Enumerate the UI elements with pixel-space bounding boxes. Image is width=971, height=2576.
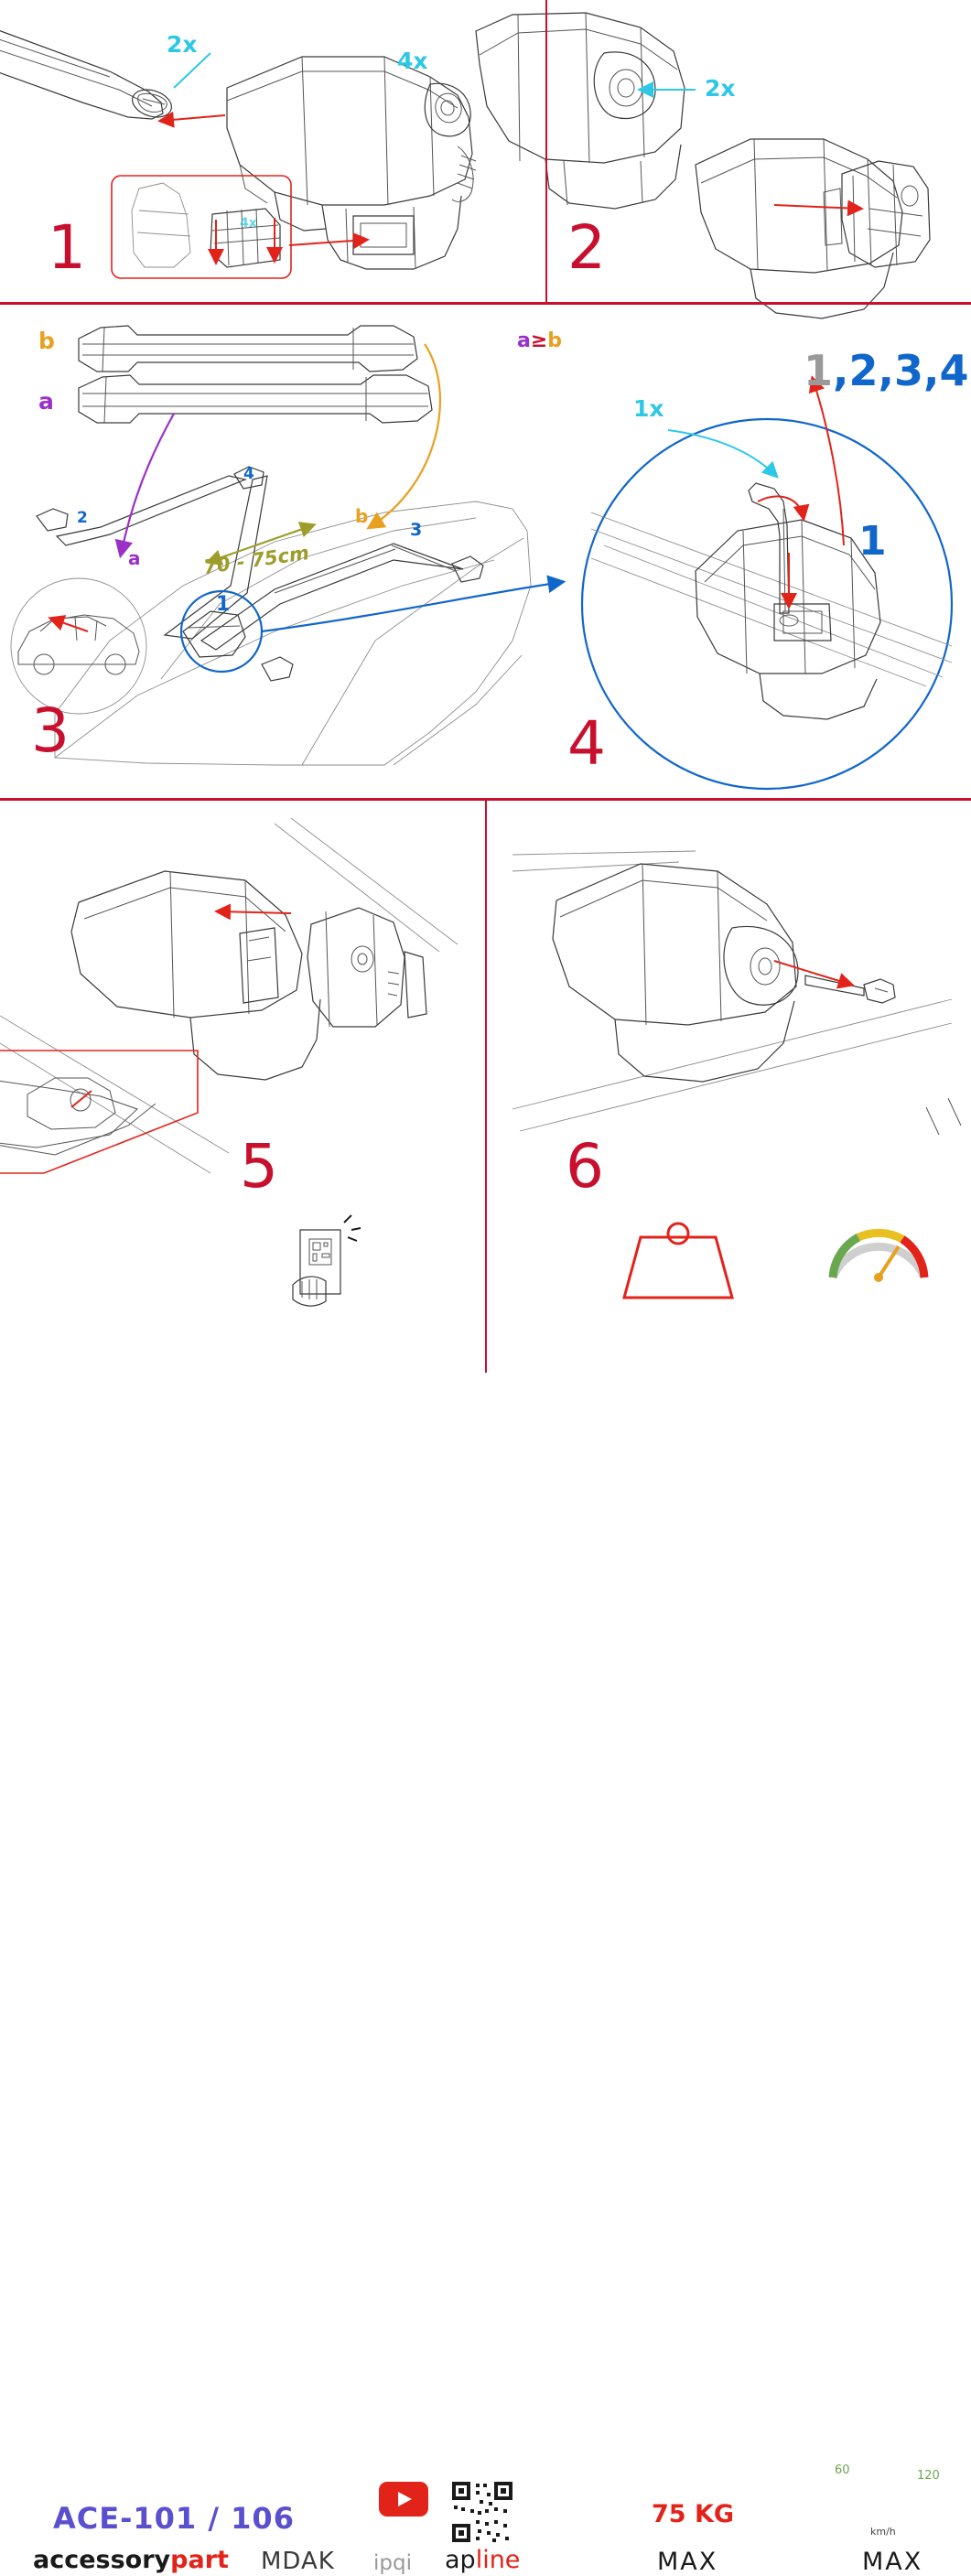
callout-qty-2x-clamp: 2x	[705, 75, 736, 102]
qr-code-icon[interactable]	[452, 2482, 512, 2542]
label-position-b: b	[355, 505, 369, 527]
callout-order-1: 1	[858, 518, 887, 565]
brand-secondary: part	[170, 2546, 229, 2574]
partner-apline	[445, 2546, 520, 2574]
step-number-4: 4	[567, 708, 607, 779]
label-position-a: a	[128, 547, 141, 569]
callout-qty-1x-tool: 1x	[633, 395, 664, 422]
label-bar-b: b	[38, 328, 55, 354]
speed-max-label: 120	[917, 2469, 940, 2483]
callout-qty-4x-pad: 4x	[240, 216, 257, 231]
label-bar-a: a	[38, 388, 54, 415]
speed-unit-label: km/h	[870, 2526, 896, 2538]
partner-mdak: MDAK	[261, 2548, 335, 2575]
brand-logo	[33, 2546, 229, 2574]
label-point-2: 2	[77, 509, 88, 527]
label-point-3: 3	[410, 520, 423, 540]
panel6-artwork	[512, 851, 961, 1135]
step-number-3: 3	[31, 695, 70, 766]
youtube-icon[interactable]	[379, 2482, 428, 2517]
condition-symbol: ≥	[530, 329, 548, 352]
brand-primary: accessory	[33, 2546, 171, 2574]
panel4-artwork	[582, 379, 952, 789]
condition-a-ge-b	[517, 329, 562, 352]
dimension-spacing: 70 - 75cm	[201, 542, 311, 578]
weight-limit-value: 75 KG	[652, 2500, 735, 2528]
weight-limit-label: MAX	[657, 2548, 718, 2576]
model-code: ACE-101 / 106	[53, 2501, 295, 2536]
partner-ipqi: ipqi	[373, 2551, 412, 2575]
apline-second: line	[475, 2546, 521, 2574]
speed-limit-label: MAX	[862, 2548, 923, 2576]
panel2-artwork	[476, 13, 930, 318]
label-point-4: 4	[243, 465, 254, 483]
apline-first: ap	[445, 2546, 476, 2574]
section-divider-1	[0, 302, 971, 305]
callout-qty-2x-bar: 2x	[167, 31, 198, 58]
label-point-1: 1	[216, 593, 231, 616]
panel5-artwork	[0, 818, 458, 1173]
callout-qty-4x-foot: 4x	[397, 48, 428, 74]
condition-b-label: b	[547, 329, 563, 352]
sequence-rest: ,2,3,4	[833, 346, 969, 395]
speed-min-label: 60	[835, 2463, 850, 2477]
step-number-6: 6	[566, 1131, 605, 1202]
step-number-2: 2	[567, 212, 607, 283]
panel-divider-top	[545, 0, 547, 302]
condition-a-label: a	[517, 329, 531, 352]
step-number-1: 1	[48, 212, 87, 283]
sequence-label	[804, 346, 968, 395]
sequence-first: 1	[804, 346, 834, 395]
footer	[0, 1245, 971, 2576]
step-number-5: 5	[240, 1131, 279, 1202]
